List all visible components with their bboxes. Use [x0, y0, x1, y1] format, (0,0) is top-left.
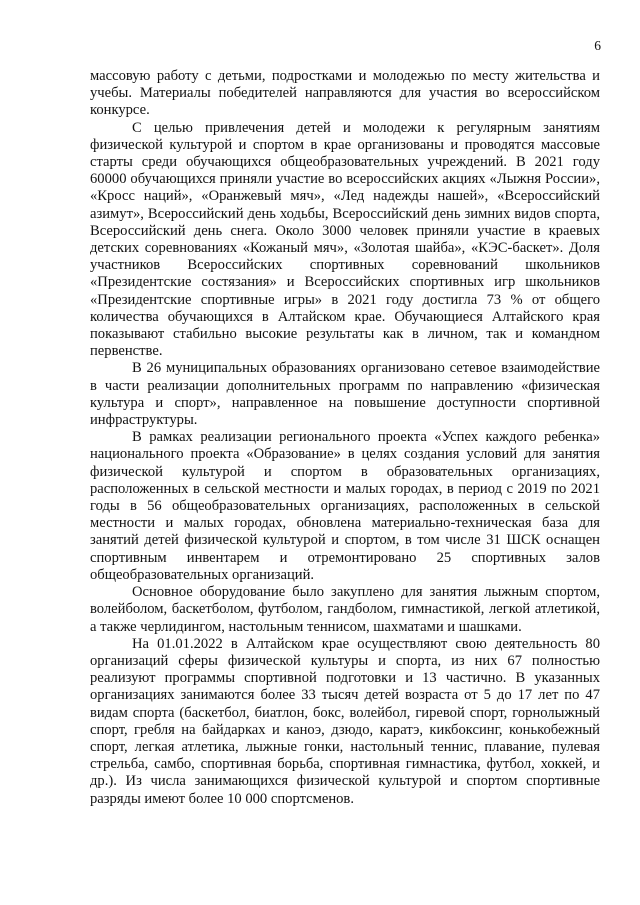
page-number: 6 — [594, 38, 601, 53]
paragraph-mass-starts: С целью привлечения детей и молодежи к регулярным занятиям физической культурой и спортом в крае организованы и проводятся массовые старты среди обучающихся общеобразовательных учреждений. В 2021 году 60000 обучающихся приняли участие во всероссийских акциях «Лыжня России», «Кросс наций», «Оранжевый мяч», «Лед надежды нашей», «Всероссийский азимут», Всероссийский день ходьбы, Всероссийский день зимних видов спорта, Всероссийский день снега. Около 3000 человек приняли участие в краевых детских соревнованиях «Кожаный мяч», «Золотая шайба», «КЭС-баскет». Доля участников Всероссийских спортивных соревнований школьников «Президентские состязания» и Всероссийских спортивных игр школьников «Президентские спортивные игры» в 2021 году достигла 73 % от общего количества обучающихся в Алтайском крае. Обучающиеся Алтайского края показывают стабильно высокие результаты как в личном, так и командном первенстве. — [90, 119, 600, 360]
paragraph-sports-organizations: На 01.01.2022 в Алтайском крае осуществляют свою деятельность 80 организаций сферы физической культуры и спорта, из них 67 полностью реализуют программы спортивной подготовки и 13 частично. В указанных организациях занимаются более 33 тысяч детей возраста от 5 до 17 лет по 47 видам спорта (баскетбол, биатлон, бокс, волейбол, гиревой спорт, горнолыжный спорт, гребля на байдарках и каноэ, дзюдо, каратэ, кикбоксинг, конькобежный спорт, легкая атлетика, лыжные гонки, настольный теннис, плавание, пулевая стрельба, самбо, спортивная борьба, спортивная гимнастика, футбол, хоккей, и др.). Из числа занимающихся физической культурой и спортом спортивные разряды имеют более 10 000 спортсменов. — [90, 635, 600, 807]
document-body — [90, 68, 600, 808]
paragraph-equipment: Основное оборудование было закуплено для занятия лыжным спортом, волейболом, баскетболом, футболом, гандболом, гимнастикой, легкой атлетикой, а также черлидингом, настольным теннисом, шахматами и шашками. — [90, 584, 600, 635]
paragraph-regional-project: В рамках реализации регионального проекта «Успех каждого ребенка» национального проекта «Образование» в целях создания условий для занятия физической культурой и спортом в образовательных организациях, расположенных в сельской местности и малых городах, в период с 2019 по 2021 годы в 56 общеобразовательных организациях, расположенных в сельской местности и малых городах, обновлена материально-техническая база для занятий детей физической культурой и спортом, в том числе 31 ШСК оснащен спортивным инвентарем и отремонтировано 25 спортивных залов общеобразовательных организаций. — [90, 429, 600, 583]
paragraph-continuation: массовую работу с детьми, подростками и молодежью по месту жительства и учебы. Материалы победителей направляются для участия во всероссийском конкурсе. — [90, 68, 600, 119]
paragraph-network-interaction: В 26 муниципальных образованиях организовано сетевое взаимодействие в части реализации дополнительных программ по направлению «физическая культура и спорт», направленное на повышение доступности спортивной инфраструктуры. — [90, 360, 600, 429]
